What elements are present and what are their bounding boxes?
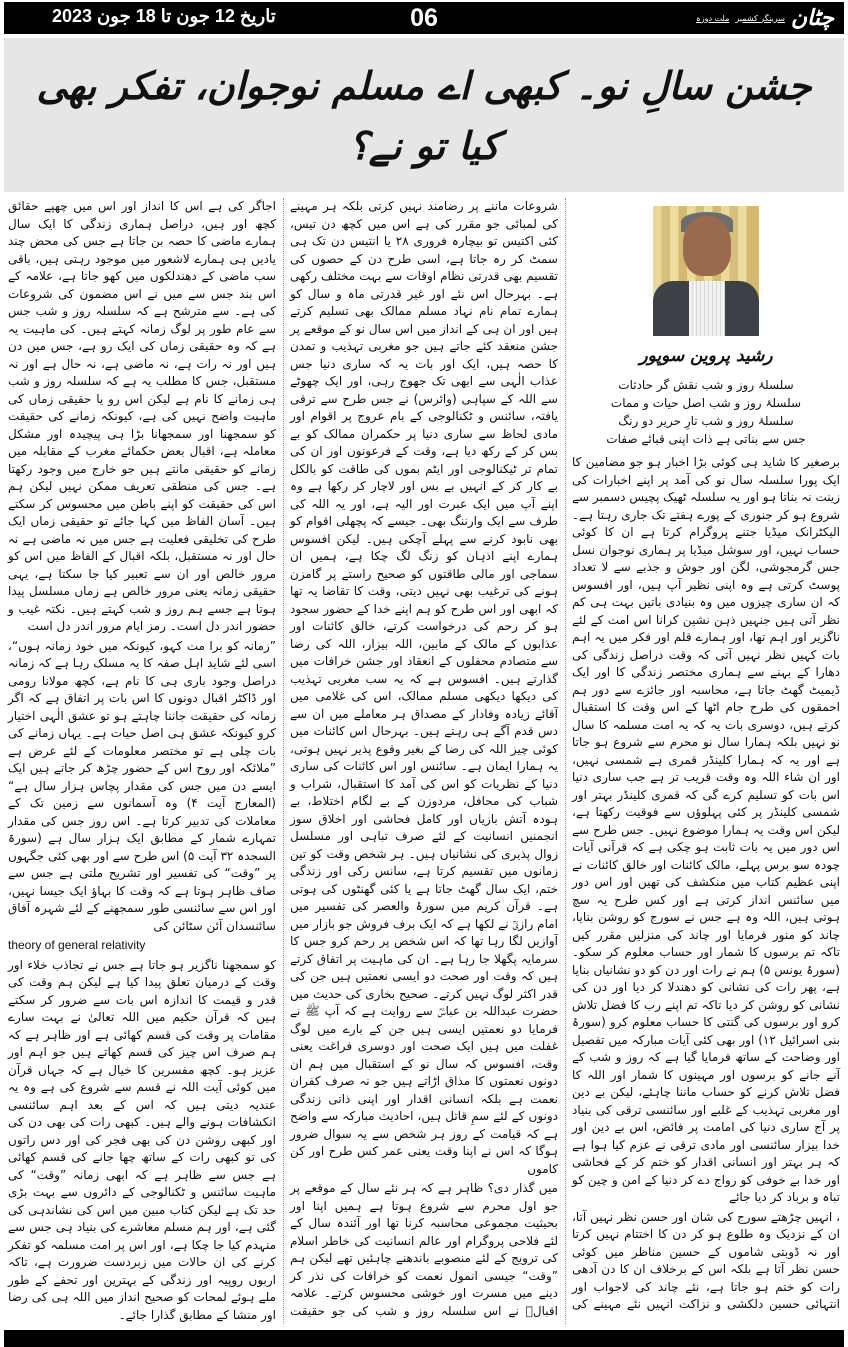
article-paragraph: میں گذار دی؟ ظاہر ہے کہ ہر نئے سال کے موقعے پر جو اول محرم سے شروع ہوتا ہے ہمیں اپنا اور بحیثیت مجموعی محاسبہ کرنا تھا اور آئندہ سال کے لئے فلاحی پروگرام اور عالم انسانیت کی خاطر اسلام کی ترویج کے لئے منصوبے باندھنے چاہئیں تھے لیکن ہم ”وقت“ جیسی انمول نعمت کو خرافات کی نذر کر دینے میں مسرت اور خوشی محسوس کرتے۔ علامہ اقبالؒ نے اس سلسلہ روز و شب کی جو حقیقت اجاگر کی ہے اس کا انداز اور اس میں چھپے حقائق کچھ اور ہیں، دراصل ہماری زندگی کا ایک سال ہمارے ماضی کا حصہ بن جاتا ہے جس کی محض چند یادیں ہی ہمارے لاشعور میں موجود رہتی ہیں، باقی سب ماضی کے دھندلکوں میں کھو جاتا ہے، علامہ کے اس بند جس سے میں نے اس مضمون کی شروعات کی ہے۔ سے مترشح ہے کہ سلسلہ روز و شب جس سے عام طور پر لوگ زمانہ کہتے ہیں۔ کی ماہیت یہ ہے کہ وہ حقیقی زماں کی ایک رو ہے، جس میں دن ہیں اور نہ رات ہے، نہ ماضی ہے، نہ حال ہے اور نہ مستقبل، جس کا مطلب یہ ہے کہ سلسلہ روز و شب ہی زمانے کا نام ہے لیکن اس رو یا حقیقی زماں کی ماہیت واضح نہیں کی ہے، کیونکہ زمانے کی حقیقت کو سمجھنا اور سمجھانا بڑا ہی پیچیدہ اور مشکل معاملہ ہے، اقبال بعض حکمائے مغرب کے مقابلہ میں زمانے کو حقیقی مانتے ہیں جو خارج میں وجود رکھتا ہے۔ جس کی منطقی تعریف ممکن نہیں لیکن ہم اس کی حقیقت کو اپنے باطن میں محسوس کر سکتے ہیں۔ آسان الفاظ میں کہا جائے تو حقیقی زماں ایک طرح کی تخلیقی فعلیت ہے جس میں نہ ماضی ہے نہ حال اور نہ مستقبل، بلکہ اقبال کے الفاظ میں اس کو مرور خالص اور ان سے تعبیر کیا جا سکتا ہے، یہی حقیقی زمانہ یعنی مرور خالص ہے زماں مسلسل پیدا ہوتا ہے جسے ہم روز و شب کہتے ہیں۔ نکتہ غیب و حضور اندر دل است۔ رمز ایام مرور اندر دل است bbox=[8, 199, 558, 1318]
article-paragraph: ”زمانہ کو برا مت کہو، کیونکہ میں خود زمانہ ہوں“، اسی لئے شاید اہل صفہ کا یہ مسلک رہا ہے کہ زمانہ دراصل وجود باری ہی کا نام ہے، کچھ مولانا رومی اور ڈاکٹر اقبال دونوں کا اس بات پر اتفاق ہے کہ اگر زمانہ کی حقیقت جاننا چاہتے ہو تو عشق الٰہی اختیار کرو کیونکہ عشق ہی اصل حیات ہے۔ یہاں زمانے کی بات چلی ہے تو مختصر معلومات کے لئے عرض ہے ”ملائکہ اور روح اس کے حضور چڑھ کر جاتے ہیں ایک ایسے دن میں جس کی مقدار پچاس ہزار سال ہے“ (المعارج آیت ۴) وہ آسمانوں سے زمین تک کے معاملات کی تدبیر کرتا ہے۔ اس روز جس کی مقدار تمہارے شمار کے مطابق ایک ہزار سال ہے (سورۃ السجدہ ۳۲ آیت ۵) اس طرح سے اور بھی کئی جگہوں پر ”وقت“ کی تفسیر اور تشریح ملتی ہے جس سے صاف ظاہر ہوتا ہے کہ وقت کا بہاؤ ایک جیسا نہیں، اور اس سے سائنسی طور سمجھنے کے لئے شہرہ آفاق سائنسدان آئن سٹائن کی bbox=[8, 638, 276, 933]
logo-small-text: ملت دوزہ bbox=[696, 13, 730, 23]
author-photo bbox=[653, 206, 759, 336]
article-paragraph: برصغیر کا شاید ہی کوئی بڑا اخبار ہو جو مضامین کا ایک پورا سلسلہ سال نو کی آمد پر اپنے اخبارات کی زینت نہ بناتا ہو اور یہ سلسلہ ٹھیک پچیس دسمبر سے شروع ہو کر جنوری کے پورے ہفتے تک جاری رہتا ہے۔ الیکٹرانک میڈیا جتنے پروگرام کرتا ہے ان کا کوئی حساب نہیں، اور سوشل میڈیا پر ہماری نوجوان نسل جس گرمجوشی، لگن اور جوش و جذبے سے لا تعداد پوسٹ کرتی ہے وہ اپنی نظیر آپ ہیں، اور افسوس کہ ان ساری چیزوں میں وہ بنیادی باتیں بہت ہی کم نظر آتی ہیں جنہیں ذہن نشین کرانا اس امت کے لئے ناگزیر اور اہم تھا، اور ہمارے قلم اور فکر میں یہ اہم بات کہیں نظر نہیں آتی کہ وقت دراصل زندگی کی دھارا کے بہنے سے ہماری مختصر زندگی کا اور ایک ڈیمیٹ گھٹ جاتا ہے، محاسبہ اور جائزے سے دور ہم احمقوں کی طرح جام اٹھا کے اس وقت کا استقبال کرتے ہیں، دوسری بات یہ کہ یہ امت مسلمہ کا سال نو نہیں بلکہ ہمارا سال نو محرم سے شروع ہو جاتا ہے اور یہ کہ ہمارا کلینڈر قمری ہے شمسی نہیں، اور ان شاء اللہ وہ وقت قریب تر ہے جب ساری دنیا اس بات کو تسلیم کرے گی کہ قمری کلینڈر بہتر اور شمسی کلینڈر پر کئی پہلوؤں سے فوقیت رکھتا ہے، لیکن اس وقت یہ ہمارا موضوع نہیں۔ جس طرح سے اس دور میں یہ بات ثابت ہو چکی ہے کہ قرآنی آیات چودہ سو برس پہلے، مالک کائنات اور خالق کائنات نے اپنی عظیم کتاب میں منکشف کی تھیں اور اس دور میں سائنس انداز کرتی ہے اور کس طرح یہ سچ ہوتی ہیں، اللہ وہ ہے جس نے سورج کو روشن بنایا، چاند کو منور فرمایا اور چاند کی منزلیں مقرر کیں تاکہ تم برسوں کا شمار اور حساب معلوم کر سکو۔ (سورۂ یونس ۵) ہم نے رات اور دن کو دو نشانیاں بنایا ہے، پھر رات کی نشانی کو دھندلا کر دیا اور دن کی نشانی کو روشن کر دیا تاکہ تم اپنے رب کا فضل تلاش کرو اور برسوں کی گنتی کا حساب معلوم کرو (سورۂ بنی اسرائیل ۱۲) اور بھی کئی آیات مبارکہ میں تفصیل اور وضاحت کے ساتھ فرمایا گیا ہے کہ روز و شب کے آنے جانے کو برسوں اور مہینوں کا شمار اور اللہ کا فضل تلاش کرنے کو حساب ماننا چاہئے، لیکن بے دین اور مغربی تہذیب کے غلبے اور سائنسی ترقی کی بنیاد پر آج ساری دنیا کی امامت پر فائض، اس بے دین اور خدا بیزار سائنسی اور مادی ترقی نے عزم کیا ہوا ہے کہ ہر بہتر اور انسانی اقدار کو ختم کر کے فحاشی اور خدا بے خوفی کو رواج دے کر دنیا کے امن و چین کو تباہ و برباد کر دیا جائے bbox=[572, 455, 840, 1204]
logo-tagline: سرینگر کشمیر bbox=[735, 13, 785, 23]
article-paragraph: کو سمجھنا ناگزیر ہو جاتا ہے جس نے تجاذب خلاء اور وقت کے درمیان تعلق پیدا کیا ہے لیکن ہم وقت کی قدر و قیمت کا اندازہ اس بات سے ضرور کر سکتے ہیں کہ قرآن حکیم میں اللہ تعالیٰ نے بہت سارے مقامات پر وقت کی قسم کھائی ہے اور ظاہر ہے کہ ہم صرف اس چیز کی قسم کھاتے ہیں جو اہم اور عزیز ہو۔ کچھ مفسرین کا خیال ہے کہ جہاں قرآن میں کوئی آیت اللہ نے قسم سے شروع کی ہے وہ یہ عندیہ دیتی ہیں کہ اس کے بعد اہم سائنسی انکشافات ہونے والے ہیں۔ کبھی رات کی بھی دن کی اور کبھی روشن دن کی بھی فجر کی اور دس راتوں کی تو کبھی رات کے ساتھ چھا جانے کی قسم کھائی ہے جس سے ظاہر ہے کہ ابھی زمانہ ”وقت“ کی ماہیت سائنس و ٹکنالوجی کے دائروں سے بہت بڑی حد تک ہے لیکن کتاب مبین میں اس کی نشاندہی کی گئی ہے، اور ہم مسلم معاشرے کی بنیاد ہی جس سے منہدم کیا جا چکا ہے، اور اس پر امت مسلمہ کو تفکر کرنے کی ان حالات میں زبردست ضرورت ہے، تاکہ اربوں روپیہ اور زندگی کے بہترین اور تحفے کے طور ملے ہوئے لمحات کو صحیح انداز میں اللہ ہی کی رضا اور منشا کے مطابق گذارا جائے۔ bbox=[8, 957, 276, 1322]
page-number: 06 bbox=[410, 4, 438, 32]
footer-bar bbox=[4, 1330, 844, 1347]
article-paragraph: ، انہیں چڑھتے سورج کی شان اور حسن نظر نہیں آتا، ان کے نزدیک وہ طلوع ہو کر دن کا اختتام نہیں کرتا اور نہ ڈوبتی شاموں کے حسین مناظر میں کوئی حسن نظر آتا ہے بلکہ اس کے برخلاف ان کا دن آدھی رات کو ختم ہو جاتا ہے، نئے چاند کی لاجواب اور انتہائی حسین دلکشی و نزاکت انہیں نئے مہینے کی شروعات ماننے پر رضامند نہیں کرتی بلکہ ہر مہینے کی لمبائی جو مقرر کی ہے اس میں کچھ دن تیس، کئی اکتیس تو بیچارہ فروری ۲۸ یا انتیس دن تک ہی سمٹ کر رہ جاتا ہے، اسی طرح دن کے حصوں کی تقسیم بھی قدرتی نظام اوقات سے بہت مختلف رکھی ہے۔ بہرحال اس نئے اور غیر قدرتی ماہ و سال کو ہمارے تمام نام نہاد مسلم ممالک بھی تسلیم کرتے ہیں اور ان ہی کے انداز میں اس سال نو کے موقعے پر جشن منعقد کئے جاتے ہیں جو مغربی تہذیب و تمدن کا حصہ ہیں، ایک اور بات یہ کہ ساری دنیا جس عذاب الٰہی سے ابھی تک جھوج رہی، اور ایک چھوٹے سے اللہ کے سپاہی (وائرس) نے جس طرح سے ترقی یافتہ، سائنس و ٹکنالوجی کے بام عروج پر اقوام اور مادی لحاظ سے ساری دنیا پر حکمران ممالک کو بے بس کر کے رکھ دیا ہے، وقت کے فرعونوں اور ان کی تمام تر ٹیکنالوجی اور ایٹم بموں کی طاقت کو بالکل بے کار کر کے انہیں بے بس اور لاچار کر رکھا ہے وہ اپنے آپ میں ایک عبرت اور الیہ ہے، اور یہ اللہ کی طرف سے ایک وارننگ بھی۔ جیسے کہ پچھلی اقوام کو بھی نابود کرنے سے پہلے آچکی ہیں۔ لیکن افسوس ہمارے اپنے اذہان کو زنگ لگ چکا ہے، ہمیں ان سماجی اور مالی طاقتوں کو صحیح راستے پر گامزن ہونے کی ترغیب بھی نہیں دیتی، وقت کا تقاضا یہ تھا کہ ابھی اور اس طرح کو ہم اپنے خدا کے حضور سجود ہو کر رحم کی درخواست کرتے، خالق کائنات اور عذابوں کے مالک کے مابین، اللہ بیزار، اللہ کی رضا سے متصادم محفلوں کے انعقاد اور جشن خرافات میں گذارتے ہیں۔ افسوس ہے کہ یہ سب مغربی تہذیب کی دیکھا دیکھی مسلم ممالک، اس کی غلامی میں آقائے زیادہ وفادار کے مصداق ہر معاملے میں ان سے دس قدم آگے ہی رہتے ہیں۔ بہرحال اس کائنات میں کوئی چیز اللہ کی رضا کے بغیر وقوع پذیر نہیں ہوتی، یہ ہمارا ایمان ہے۔ سائنس اور اس کائنات کی ساری دنیا کے نظریات کو اس کی آمد کا استقبال، شراب و شباب کی محافل، مردوزن کے بے لگام اختلاط، بے ہودہ آتش بازیاں اور کامل فحاشی اور اخلاق سوز انجمنیں انسانیت کے لئے صرف تباہی اور مسلسل زوال پذیری کی نشانیاں ہیں۔ ہر شخص وقت کو تین زمانوں میں تقسیم کرتا ہے، سانس رکی اور زندگی ختم، ایک سال گھٹ جاتا ہے یا کئی گھنٹوں کی ہوتی ہے۔ قرآن کریم میں سورۂ والعصر کی تفسیر میں امام رازیؒ نے لکھا ہے کہ ایک برف فروش جو بازار میں آوازیں لگا رہا تھا کہ اس شخص پر رحم کرو جس کا سرمایہ پگھلا جا رہا ہے۔ ان کی ماہیت پر اتفاق کرتے ہیں کہ وقت اور صحت دو ایسی نعمتیں ہیں جن کی قدر اکثر لوگ نہیں کرتے۔ صحیح بخاری کی حدیث میں حضرت عبداللہ بن عباسؓ سے روایت ہے کہ آپ ﷺ نے فرمایا دو نعمتیں ایسی ہیں جن کے بارے میں لوگ غفلت میں ہیں ایک صحت اور دوسری فراغت یعنی وقت، افسوس کہ سال نو کے استقبال میں ہم ان دونوں نعمتوں کا مذاق اڑاتے ہیں جو نہ صرف کفران نعمت ہے بلکہ انسانی اقدار اور اپنی ذاتی زندگی دونوں کے لئے سمِ قاتل ہیں، احادیث مبارکہ سے واضح ہے کہ قیامت کے روز ہر شخص سے یہ سوال ضرور ہوگا کہ اس نے اپنا وقت یعنی عمر کس طرح اور کن کاموں bbox=[290, 199, 840, 1311]
verse-line: سلسلۂ روز و شب تارِ حریر دو رنگ bbox=[618, 414, 794, 428]
opening-verse bbox=[572, 376, 840, 448]
author-name: رشید پروین سوپور bbox=[639, 346, 773, 366]
author-block bbox=[572, 198, 840, 448]
verse-line: سلسلۂ روز و شب نقش گر حادثات bbox=[618, 378, 794, 392]
verse-line: سلسلۂ روز و شب اصل حیات و ممات bbox=[610, 396, 802, 410]
logo-text: چٹان bbox=[790, 5, 834, 31]
article-body bbox=[4, 198, 844, 1324]
masthead-bar bbox=[4, 2, 844, 34]
verse-line: جس سے بناتی ہے ذات اپنی قبائے صفات bbox=[606, 432, 806, 446]
headline: جشن سالِ نو۔ کبھی اے مسلم نوجوان، تفکر بھی کیا تو نے؟ bbox=[36, 63, 812, 168]
headline-band bbox=[4, 38, 844, 192]
issue-date: تاریخ 12 جون تا 18 جون 2023 bbox=[52, 6, 276, 26]
english-term: theory of general relativity bbox=[8, 938, 146, 952]
